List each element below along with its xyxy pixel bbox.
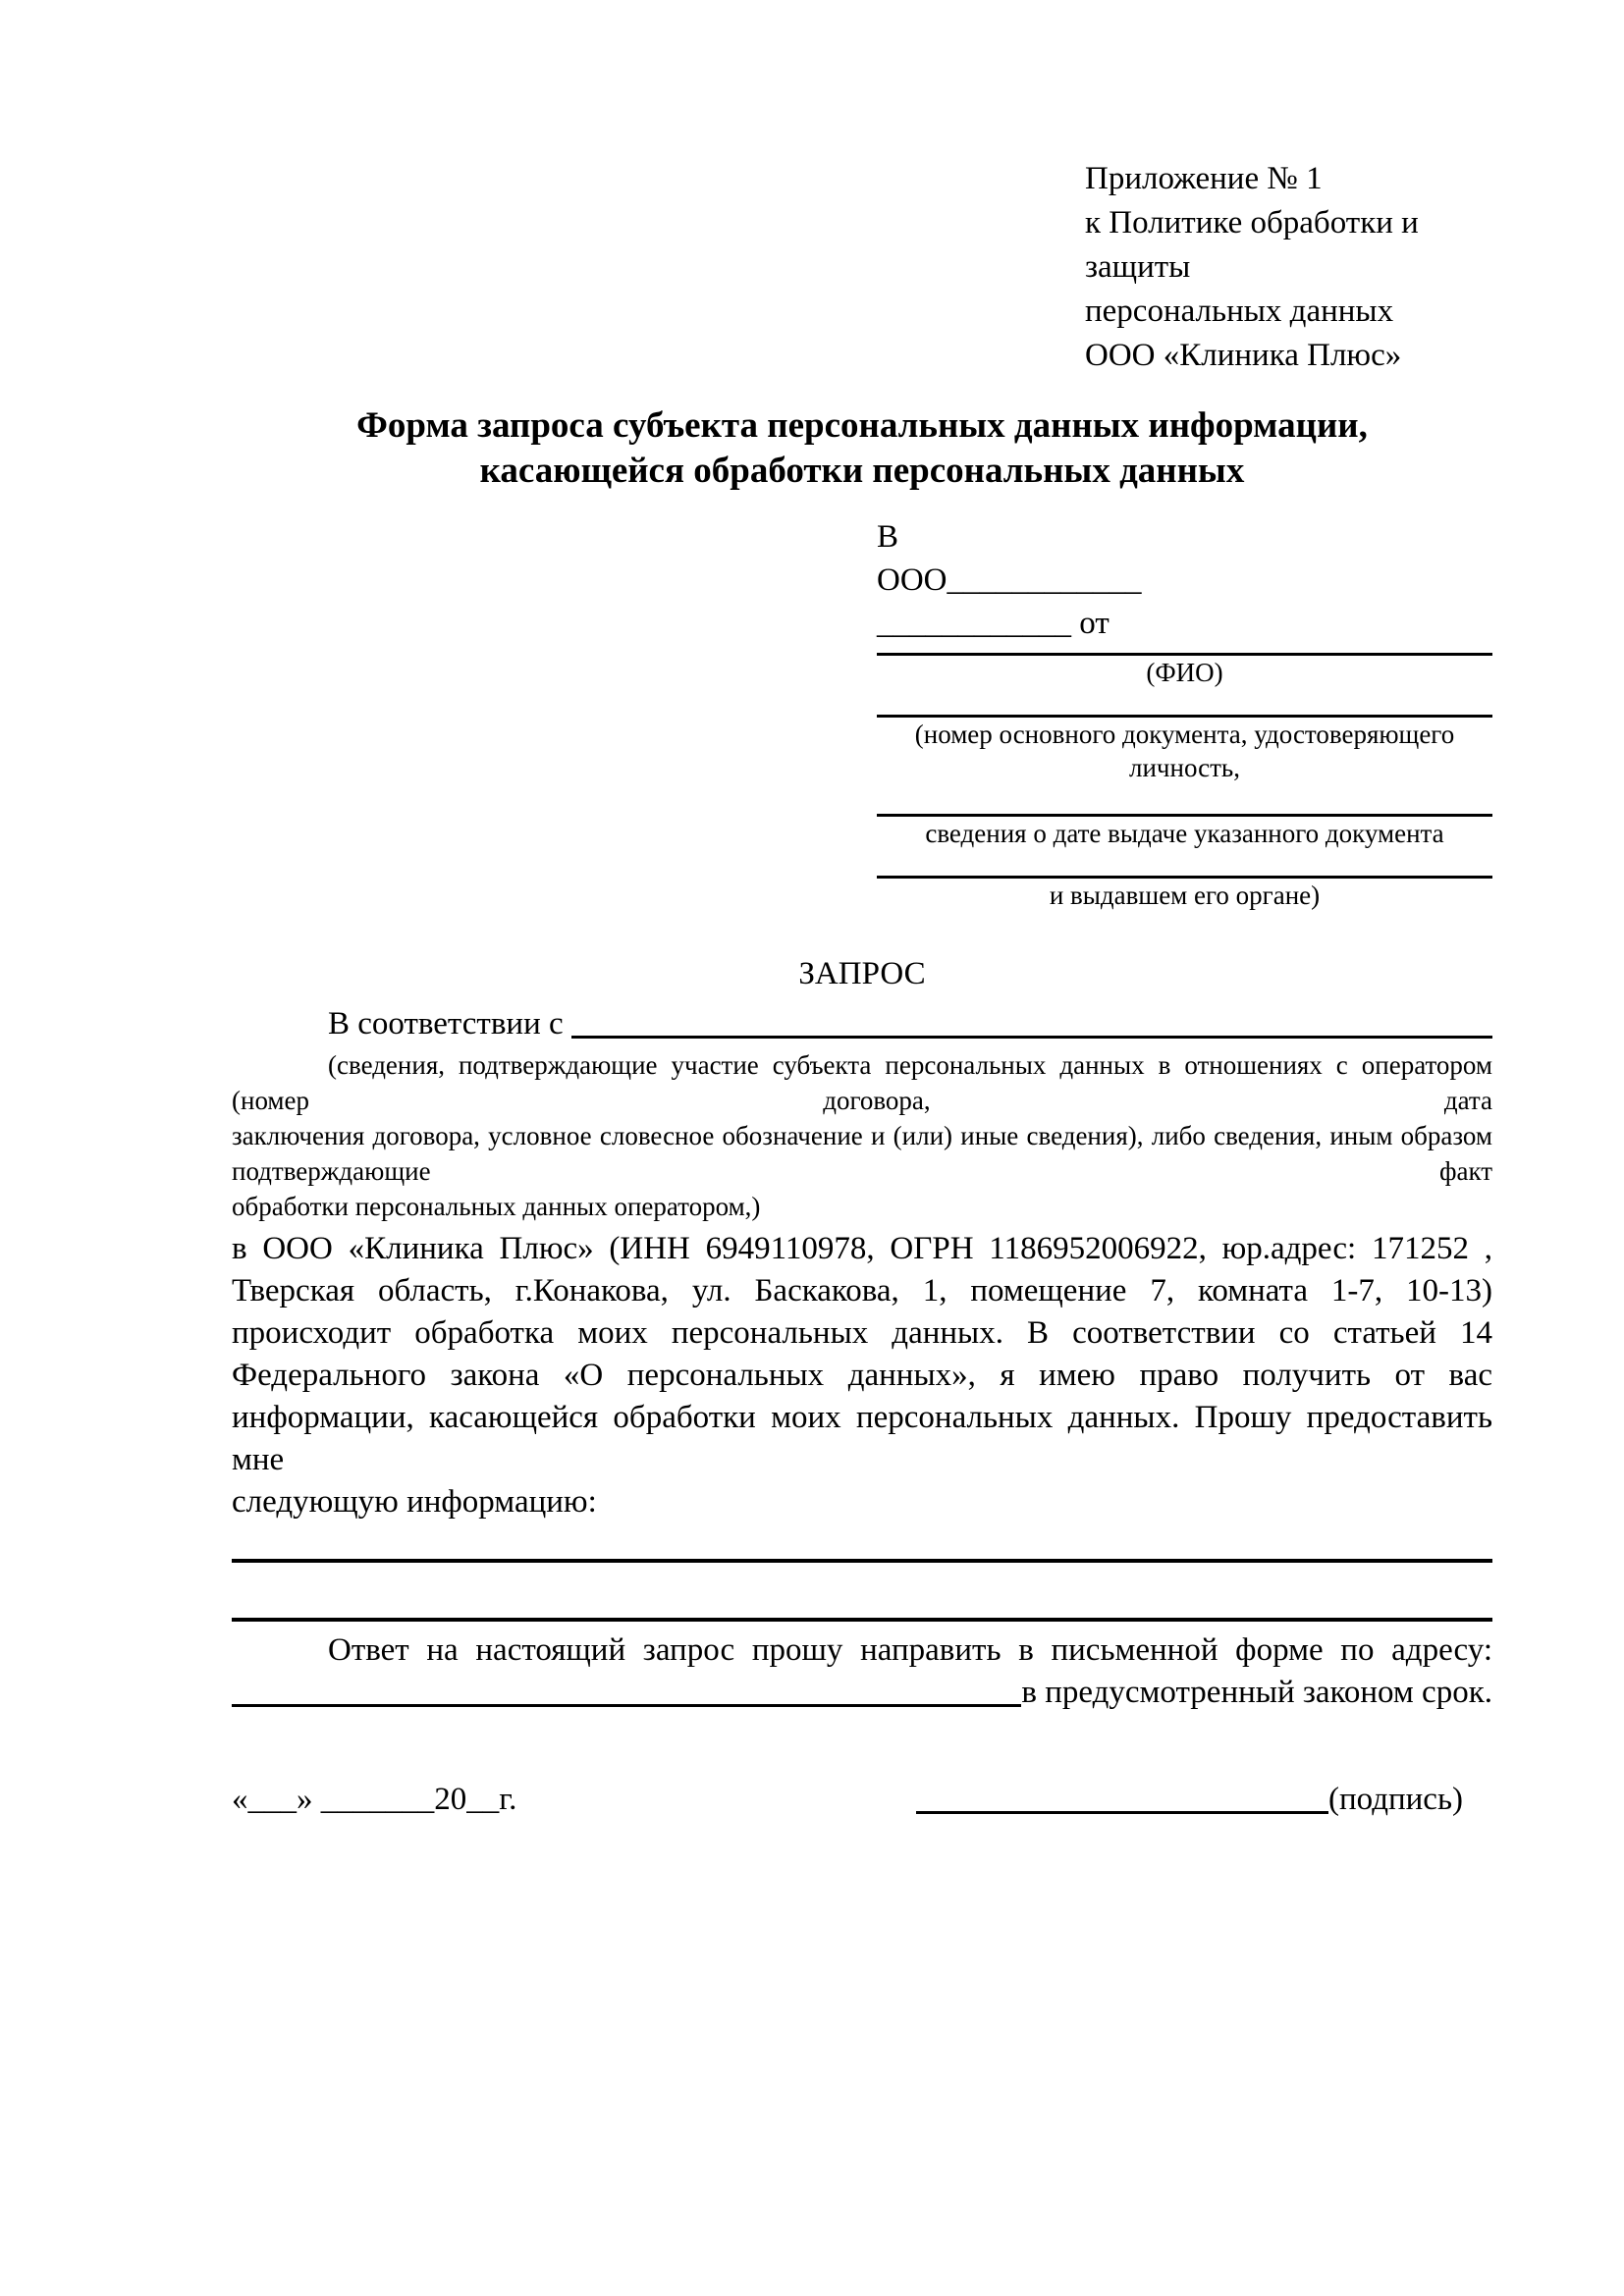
appendix-header-line: персональных данных [1085, 294, 1394, 329]
body-line: информации, касающейся обработки моих персональных данных. Прошу предоставить мне [232, 1400, 1492, 1477]
annotation-line: заключения договора, условное словесное обозначение и (или) иные сведения), либо сведения, иным образом подтверждающие факт [232, 1121, 1492, 1186]
addressee-block [877, 515, 1492, 912]
issue-date-caption: сведения о дате выдаче указанного документа [925, 819, 1444, 848]
document-title-line: Форма запроса субъекта персональных данных информации, [356, 405, 1368, 446]
body-line: происходит обработка моих персональных данных. В соответствии со статьей 14 [232, 1315, 1492, 1351]
reply-address-line: Ответ на настоящий запрос прошу направить в письменной форме по адресу: [328, 1632, 1492, 1668]
body-line: следующую информацию: [232, 1484, 597, 1520]
reply-deadline-line [232, 1672, 1492, 1714]
addressee-to: В [877, 519, 899, 555]
accordance-blank-underline [571, 1036, 1492, 1039]
appendix-header-line: ООО «Клиника Плюс» [1085, 338, 1402, 373]
annotation-line: (сведения, подтверждающие участие субъекта персональных данных в отношениях с оператором (номер договора, дата [232, 1050, 1492, 1115]
addressee-from-blank: ____________ от [877, 606, 1110, 641]
date-signature-row [232, 1779, 1492, 1821]
accordance-line [232, 1003, 1492, 1045]
body-line: в ООО «Клиника Плюс» (ИНН 6949110978, ОГРН 1186952006922, юр.адрес: 171252 , [232, 1231, 1492, 1266]
body-line: Тверская область, г.Конакова, ул. Баскакова, 1, помещение 7, комната 1-7, 10-13) [232, 1273, 1492, 1308]
address-blank-underline [232, 1704, 1021, 1707]
document-number-caption: (номер основного документа, удостоверяющего личность, [914, 720, 1455, 782]
information-blank-line [232, 1559, 1492, 1563]
fio-caption: (ФИО) [1146, 658, 1223, 687]
issuing-authority-caption: и выдавшем его органе) [1049, 881, 1321, 910]
request-heading: ЗАПРОС [798, 956, 926, 991]
signature-block [916, 1779, 1463, 1821]
appendix-header [1085, 157, 1492, 378]
request-body-paragraph [232, 1228, 1492, 1523]
document-title-line: касающейся обработки персональных данных [479, 451, 1245, 491]
date-blank: «___» _______20__г. [232, 1782, 517, 1817]
document-title [232, 403, 1492, 494]
signature-caption: (подпись) [1328, 1782, 1463, 1817]
accordance-prefix: В соответствии с [328, 1006, 571, 1041]
annotation-smallprint [232, 1047, 1492, 1224]
reply-deadline-text: в предусмотренный законом срок. [1021, 1675, 1492, 1710]
information-blank-line [232, 1618, 1492, 1622]
annotation-line: обработки персональных данных оператором,) [232, 1192, 761, 1221]
body-line: Федерального закона «О персональных данных», я имею право получить от вас [232, 1358, 1492, 1393]
appendix-header-line: Приложение № 1 [1085, 161, 1323, 196]
addressee-org-blank: ООО____________ [877, 562, 1142, 598]
signature-blank-underline [916, 1811, 1328, 1814]
appendix-header-line: к Политике обработки и защиты [1085, 205, 1419, 285]
